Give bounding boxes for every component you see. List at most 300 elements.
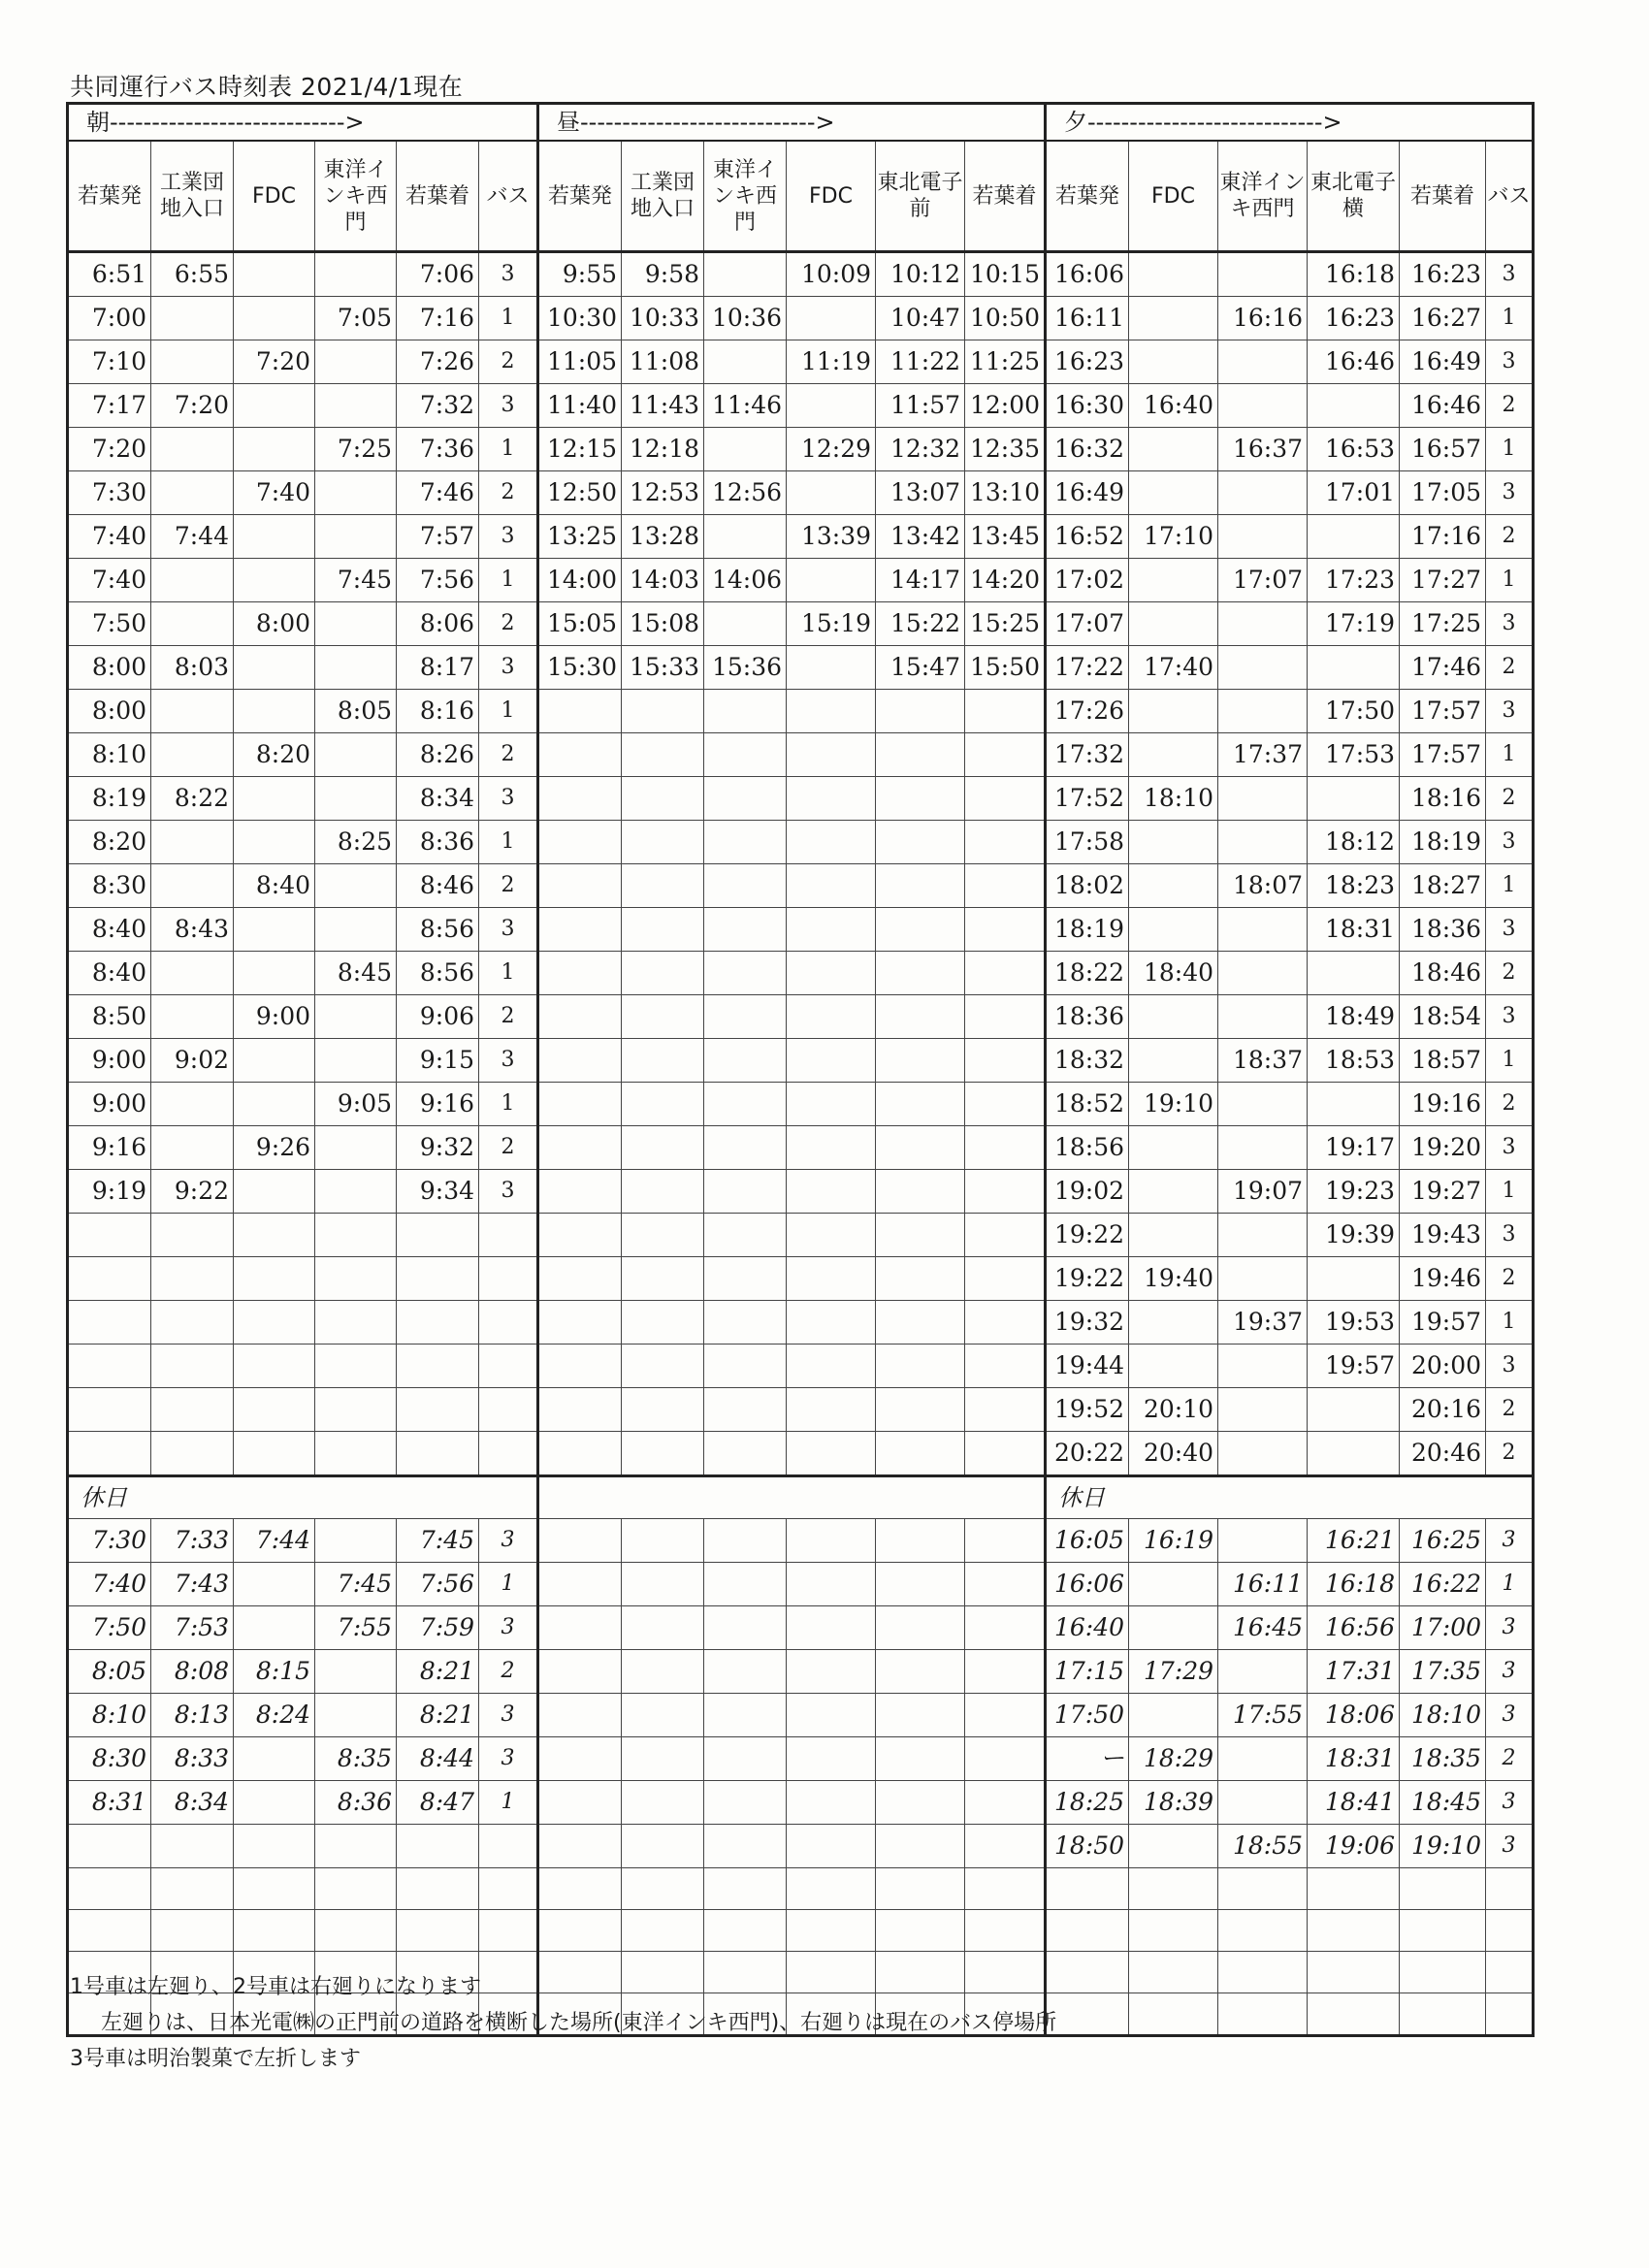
time-cell (151, 340, 234, 384)
column-header: FDC (787, 141, 876, 252)
time-cell: 16:23 (1400, 252, 1486, 297)
empty-cell (622, 1301, 704, 1345)
time-cell: 15:50 (965, 646, 1046, 690)
empty-cell (315, 1214, 397, 1257)
empty-cell (1400, 1952, 1486, 1993)
time-cell: 18:36 (1046, 995, 1129, 1039)
time-cell: 7:46 (397, 471, 479, 515)
time-cell (1218, 690, 1308, 733)
time-cell (234, 690, 315, 733)
column-header: FDC (234, 141, 315, 252)
empty-cell (704, 1388, 787, 1432)
empty-cell (622, 1868, 704, 1910)
empty-cell (787, 908, 876, 952)
time-cell: 20:40 (1129, 1432, 1218, 1476)
empty-cell (704, 1910, 787, 1952)
time-cell: 16:21 (1308, 1519, 1400, 1563)
empty-cell (876, 1214, 965, 1257)
empty-cell (876, 1606, 965, 1650)
time-cell (151, 1126, 234, 1170)
empty-cell (315, 1825, 397, 1868)
time-cell: 19:43 (1400, 1214, 1486, 1257)
time-cell: 17:05 (1400, 471, 1486, 515)
time-cell: 9:00 (68, 1039, 151, 1083)
time-cell: 12:29 (787, 428, 876, 471)
time-cell: 12:56 (704, 471, 787, 515)
time-cell (1218, 646, 1308, 690)
table-row (68, 908, 1534, 952)
time-cell: 17:31 (1308, 1650, 1400, 1694)
time-cell (234, 952, 315, 995)
empty-cell (787, 821, 876, 864)
empty-cell (68, 1868, 151, 1910)
time-cell (1129, 602, 1218, 646)
bus-number-cell: 2 (1486, 1083, 1534, 1126)
column-header: 工業団地入口 (151, 141, 234, 252)
time-cell (315, 995, 397, 1039)
time-cell: 20:22 (1046, 1432, 1129, 1476)
empty-cell (965, 777, 1046, 821)
bus-number-cell: 2 (479, 471, 538, 515)
time-cell: 17:29 (1129, 1650, 1218, 1694)
empty-cell (622, 733, 704, 777)
table-row (68, 1910, 1534, 1952)
empty-cell (787, 777, 876, 821)
time-cell (151, 952, 234, 995)
empty-cell (787, 733, 876, 777)
empty-cell (1129, 1952, 1218, 1993)
empty-cell (622, 1519, 704, 1563)
time-cell: 16:23 (1308, 297, 1400, 340)
time-cell (1218, 252, 1308, 297)
empty-cell (704, 1694, 787, 1737)
empty-cell (68, 1825, 151, 1868)
time-cell: 11:22 (876, 340, 965, 384)
empty-cell (965, 864, 1046, 908)
time-cell (1308, 515, 1400, 559)
empty-cell (876, 1519, 965, 1563)
time-cell: 12:32 (876, 428, 965, 471)
empty-cell (1129, 1993, 1218, 2036)
empty-cell (397, 1345, 479, 1388)
time-cell: 7:53 (151, 1606, 234, 1650)
time-cell: 7:05 (315, 297, 397, 340)
time-cell: 6:55 (151, 252, 234, 297)
time-cell: 10:50 (965, 297, 1046, 340)
empty-cell (876, 1301, 965, 1345)
empty-cell (1486, 1952, 1534, 1993)
empty-cell (876, 1737, 965, 1781)
bus-number-cell: 3 (479, 646, 538, 690)
time-cell: 8:45 (315, 952, 397, 995)
time-cell: 8:30 (68, 1737, 151, 1781)
empty-cell (704, 1083, 787, 1126)
column-header: 若葉着 (1400, 141, 1486, 252)
time-cell (1129, 733, 1218, 777)
empty-cell (704, 733, 787, 777)
time-cell (234, 1563, 315, 1606)
empty-cell (622, 995, 704, 1039)
empty-cell (1218, 1910, 1308, 1952)
empty-cell (1400, 1910, 1486, 1952)
empty-cell (479, 1388, 538, 1432)
empty-cell (315, 1910, 397, 1952)
time-cell: 7:45 (315, 1563, 397, 1606)
bus-number-cell: 3 (1486, 252, 1534, 297)
empty-cell (704, 1563, 787, 1606)
time-cell (1129, 297, 1218, 340)
bus-timetable (66, 102, 1535, 2037)
empty-cell (151, 1388, 234, 1432)
time-cell: 9:00 (68, 1083, 151, 1126)
bus-number-cell: 2 (1486, 1737, 1534, 1781)
empty-cell (876, 1694, 965, 1737)
time-cell: 16:46 (1308, 340, 1400, 384)
time-cell: 7:45 (315, 559, 397, 602)
time-cell (315, 908, 397, 952)
empty-cell (68, 1257, 151, 1301)
time-cell: 7:20 (234, 340, 315, 384)
empty-cell (876, 864, 965, 908)
empty-cell (538, 821, 622, 864)
empty-cell (538, 1650, 622, 1694)
time-cell: 7:44 (151, 515, 234, 559)
time-cell: 10:47 (876, 297, 965, 340)
time-cell: 19:53 (1308, 1301, 1400, 1345)
time-cell: 7:00 (68, 297, 151, 340)
time-cell: 7:17 (68, 384, 151, 428)
time-cell: 17:22 (1046, 646, 1129, 690)
time-cell (151, 690, 234, 733)
empty-cell (538, 1083, 622, 1126)
empty-cell (876, 1170, 965, 1214)
time-cell: 9:19 (68, 1170, 151, 1214)
empty-cell (622, 1694, 704, 1737)
empty-cell (1046, 1952, 1129, 1993)
time-cell: 12:35 (965, 428, 1046, 471)
time-cell: 7:30 (68, 471, 151, 515)
time-cell: 16:30 (1046, 384, 1129, 428)
time-cell: 12:50 (538, 471, 622, 515)
empty-cell (704, 1825, 787, 1868)
bus-number-cell: 1 (479, 1563, 538, 1606)
empty-cell (538, 1519, 622, 1563)
empty-cell (876, 1257, 965, 1301)
time-cell (1129, 908, 1218, 952)
bus-number-cell: 2 (479, 733, 538, 777)
empty-cell (787, 1301, 876, 1345)
footnotes (70, 1969, 1056, 2077)
bus-number-cell: 2 (1486, 646, 1534, 690)
time-cell (234, 1083, 315, 1126)
time-cell: 8:46 (397, 864, 479, 908)
time-cell (1218, 1737, 1308, 1781)
time-cell: 8:44 (397, 1737, 479, 1781)
time-cell: 7:44 (234, 1519, 315, 1563)
time-cell: 8:30 (68, 864, 151, 908)
empty-cell (965, 1910, 1046, 1952)
bus-number-cell: 3 (479, 1737, 538, 1781)
time-cell (1308, 1388, 1400, 1432)
time-cell: 18:23 (1308, 864, 1400, 908)
bus-number-cell: 3 (1486, 821, 1534, 864)
bus-number-cell: 1 (1486, 1301, 1534, 1345)
time-cell: 13:28 (622, 515, 704, 559)
time-cell: 19:39 (1308, 1214, 1400, 1257)
empty-cell (538, 1257, 622, 1301)
time-cell: 16:06 (1046, 1563, 1129, 1606)
time-cell (151, 995, 234, 1039)
empty-cell (622, 1737, 704, 1781)
time-cell: 19:46 (1400, 1257, 1486, 1301)
empty-cell (1308, 1868, 1400, 1910)
empty-cell (1218, 1868, 1308, 1910)
time-cell (234, 515, 315, 559)
time-cell: 19:06 (1308, 1825, 1400, 1868)
empty-cell (538, 1868, 622, 1910)
empty-cell (787, 1694, 876, 1737)
time-cell: 17:16 (1400, 515, 1486, 559)
time-cell: 7:06 (397, 252, 479, 297)
empty-cell (704, 1170, 787, 1214)
time-cell (1129, 340, 1218, 384)
time-cell: 7:10 (68, 340, 151, 384)
time-cell: 8:47 (397, 1781, 479, 1825)
time-cell: 17:07 (1046, 602, 1129, 646)
time-cell: 7:33 (151, 1519, 234, 1563)
time-cell: 11:43 (622, 384, 704, 428)
empty-cell (1129, 1868, 1218, 1910)
time-cell: 17:23 (1308, 559, 1400, 602)
bus-number-cell: 3 (479, 252, 538, 297)
time-cell (315, 1170, 397, 1214)
empty-cell (479, 1345, 538, 1388)
empty-cell (234, 1301, 315, 1345)
empty-cell (68, 1388, 151, 1432)
column-header: 東洋インキ西門 (704, 141, 787, 252)
time-cell: 16:06 (1046, 252, 1129, 297)
time-cell: 18:39 (1129, 1781, 1218, 1825)
time-cell: 9:16 (397, 1083, 479, 1126)
time-cell: 9:15 (397, 1039, 479, 1083)
time-cell: 18:49 (1308, 995, 1400, 1039)
table-row (68, 1039, 1534, 1083)
time-cell: 19:44 (1046, 1345, 1129, 1388)
time-cell: 18:55 (1218, 1825, 1308, 1868)
empty-cell (787, 1039, 876, 1083)
empty-cell (965, 1301, 1046, 1345)
table-row (68, 995, 1534, 1039)
time-cell: 8:31 (68, 1781, 151, 1825)
time-cell: 18:50 (1046, 1825, 1129, 1868)
time-cell: 18:53 (1308, 1039, 1400, 1083)
time-cell: 7:43 (151, 1563, 234, 1606)
time-cell (1218, 1214, 1308, 1257)
empty-cell (965, 1345, 1046, 1388)
time-cell (1218, 384, 1308, 428)
table-row (68, 252, 1534, 297)
time-cell (234, 1737, 315, 1781)
time-cell: 8:56 (397, 952, 479, 995)
time-cell (151, 559, 234, 602)
time-cell: 18:37 (1218, 1039, 1308, 1083)
time-cell: 16:53 (1308, 428, 1400, 471)
time-cell (234, 252, 315, 297)
table-row (68, 1868, 1534, 1910)
empty-cell (704, 1214, 787, 1257)
empty-cell (704, 690, 787, 733)
time-cell: 8:40 (68, 908, 151, 952)
time-cell: 14:00 (538, 559, 622, 602)
time-cell: 19:10 (1129, 1083, 1218, 1126)
empty-cell (151, 1214, 234, 1257)
empty-cell (965, 1650, 1046, 1694)
time-cell (315, 777, 397, 821)
header-row (68, 141, 1534, 252)
empty-cell (704, 1301, 787, 1345)
empty-cell (622, 1910, 704, 1952)
bus-number-cell: 3 (479, 384, 538, 428)
empty-cell (622, 777, 704, 821)
empty-cell (479, 1868, 538, 1910)
time-cell (1129, 995, 1218, 1039)
time-cell (151, 471, 234, 515)
time-cell: 19:17 (1308, 1126, 1400, 1170)
time-cell: 16:40 (1129, 384, 1218, 428)
time-cell: 8:19 (68, 777, 151, 821)
time-cell (1129, 864, 1218, 908)
time-cell (234, 559, 315, 602)
bus-number-cell: 1 (1486, 428, 1534, 471)
time-cell: 8:17 (397, 646, 479, 690)
empty-cell (1400, 1993, 1486, 2036)
time-cell: 11:40 (538, 384, 622, 428)
empty-cell (965, 1083, 1046, 1126)
bus-number-cell: 2 (1486, 515, 1534, 559)
empty-cell (787, 1170, 876, 1214)
time-cell: 16:27 (1400, 297, 1486, 340)
empty-cell (876, 1039, 965, 1083)
time-cell: 18:54 (1400, 995, 1486, 1039)
empty-cell (538, 1781, 622, 1825)
empty-cell (876, 1825, 965, 1868)
empty-cell (622, 1825, 704, 1868)
empty-cell (1129, 1910, 1218, 1952)
bus-number-cell: 3 (1486, 471, 1534, 515)
time-cell (1218, 908, 1308, 952)
empty-cell (787, 1868, 876, 1910)
column-header: 若葉発 (538, 141, 622, 252)
time-cell: 10:15 (965, 252, 1046, 297)
empty-cell (965, 1563, 1046, 1606)
empty-cell (965, 1214, 1046, 1257)
empty-cell (876, 1388, 965, 1432)
empty-cell (965, 1126, 1046, 1170)
time-cell: 18:19 (1400, 821, 1486, 864)
time-cell: 8:20 (234, 733, 315, 777)
empty-cell (876, 952, 965, 995)
bus-number-cell: 3 (479, 1170, 538, 1214)
time-cell (704, 515, 787, 559)
time-cell: 7:45 (397, 1519, 479, 1563)
empty-cell (704, 821, 787, 864)
time-cell: 18:07 (1218, 864, 1308, 908)
time-cell (1218, 1083, 1308, 1126)
bus-number-cell: 1 (1486, 297, 1534, 340)
time-cell: 8:34 (397, 777, 479, 821)
time-cell: 8:25 (315, 821, 397, 864)
empty-cell (479, 1910, 538, 1952)
time-cell (1218, 1519, 1308, 1563)
time-cell: 8:36 (315, 1781, 397, 1825)
time-cell: 11:19 (787, 340, 876, 384)
bus-number-cell: 2 (479, 340, 538, 384)
time-cell: 7:30 (68, 1519, 151, 1563)
time-cell: 14:17 (876, 559, 965, 602)
empty-cell (704, 1868, 787, 1910)
empty-cell (622, 1606, 704, 1650)
time-cell: 8:05 (68, 1650, 151, 1694)
time-cell: 18:56 (1046, 1126, 1129, 1170)
time-cell: 14:06 (704, 559, 787, 602)
empty-cell (965, 995, 1046, 1039)
time-cell: 16:49 (1400, 340, 1486, 384)
empty-cell (538, 952, 622, 995)
time-cell (1129, 1301, 1218, 1345)
time-cell: 16:05 (1046, 1519, 1129, 1563)
time-cell (1129, 821, 1218, 864)
time-cell: 7:36 (397, 428, 479, 471)
empty-cell (151, 1910, 234, 1952)
time-cell: 18:57 (1400, 1039, 1486, 1083)
time-cell (1308, 384, 1400, 428)
table-row (68, 602, 1534, 646)
bus-number-cell: 2 (1486, 777, 1534, 821)
time-cell: 7:40 (234, 471, 315, 515)
time-cell: 7:56 (397, 1563, 479, 1606)
time-cell: 18:29 (1129, 1737, 1218, 1781)
empty-cell (538, 1606, 622, 1650)
time-cell (151, 733, 234, 777)
time-cell: 13:07 (876, 471, 965, 515)
time-cell: 19:02 (1046, 1170, 1129, 1214)
bus-number-cell: 3 (1486, 602, 1534, 646)
time-cell: 13:42 (876, 515, 965, 559)
time-cell (1218, 1388, 1308, 1432)
bus-number-cell: 2 (1486, 1432, 1534, 1476)
empty-cell (397, 1432, 479, 1476)
column-header: 若葉発 (1046, 141, 1129, 252)
time-cell: 19:22 (1046, 1257, 1129, 1301)
table-row (68, 515, 1534, 559)
empty-cell (1046, 1993, 1129, 2036)
time-cell (1129, 428, 1218, 471)
time-cell: 18:35 (1400, 1737, 1486, 1781)
table-row (68, 1737, 1534, 1781)
empty-cell (538, 1301, 622, 1345)
time-cell: 17:55 (1218, 1694, 1308, 1737)
empty-cell (704, 1519, 787, 1563)
time-cell: 7:40 (68, 559, 151, 602)
bus-number-cell: 3 (1486, 1781, 1534, 1825)
time-cell (315, 646, 397, 690)
time-cell (234, 1039, 315, 1083)
empty-cell (704, 1345, 787, 1388)
empty-cell (704, 995, 787, 1039)
empty-cell (876, 821, 965, 864)
empty-cell (1308, 1993, 1400, 2036)
time-cell: 8:13 (151, 1694, 234, 1737)
